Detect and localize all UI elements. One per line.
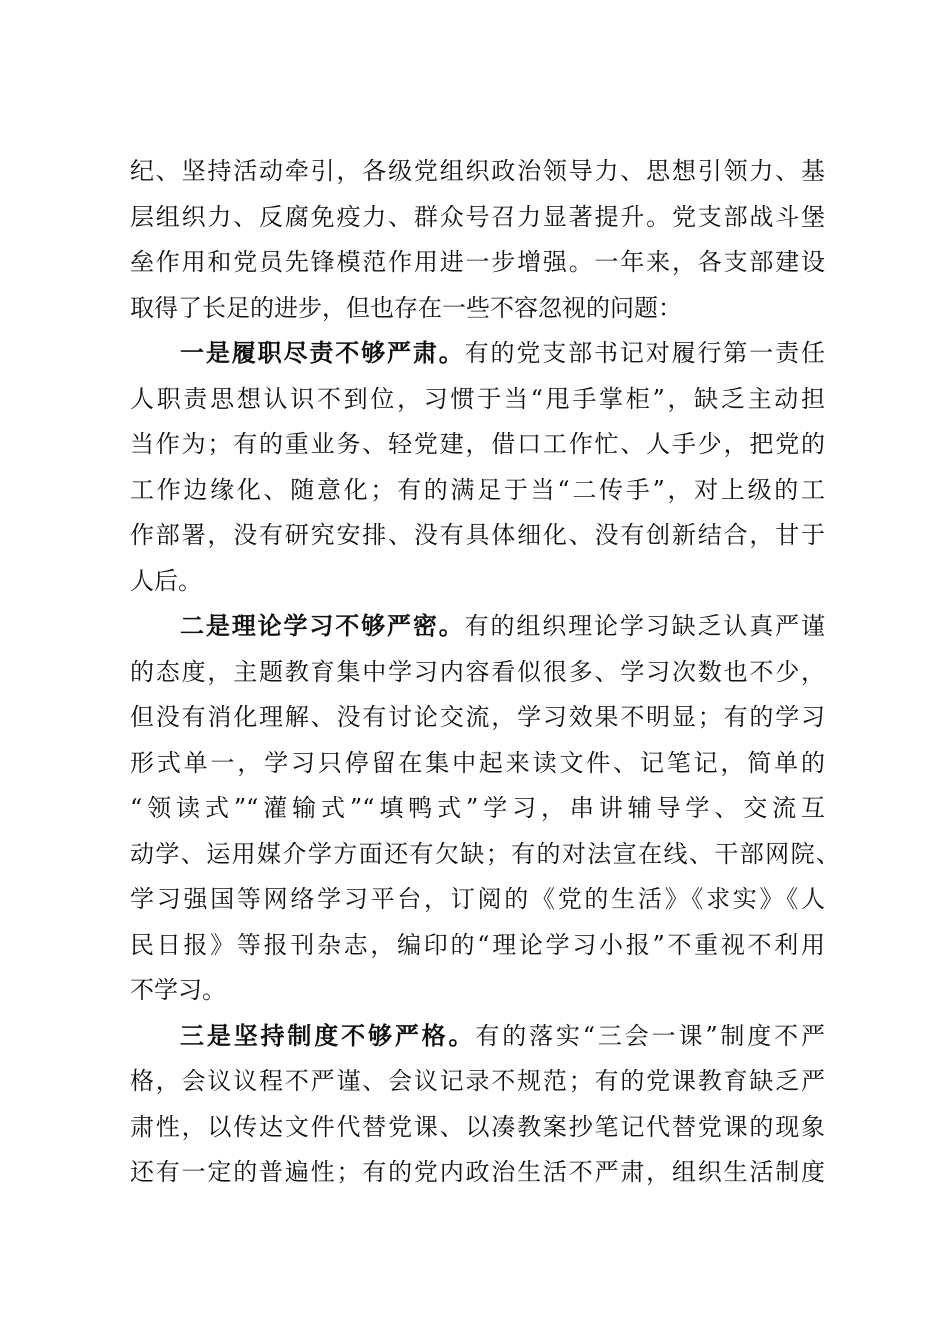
line-text: 有的组织理论学习缺乏认真严谨 (464, 612, 825, 640)
text-line (130, 923, 825, 969)
line-text: 形式单一，学习只停留在集中起来读文件、记笔记，简单的 (130, 748, 825, 777)
line-text: 动学、运用媒介学方面还有欠缺；有的对法宣在线、干部网院、 (130, 839, 840, 868)
paragraph (130, 1014, 825, 1196)
text-line (130, 695, 825, 741)
line-text: 学习强国等网络学习平台，订阅的《党的生活》《求实》《人 (130, 885, 825, 913)
document-page (130, 149, 840, 1196)
text-line (130, 786, 825, 832)
line-text: 人后。 (130, 566, 202, 595)
paragraph (130, 331, 825, 604)
line-text: 人职责思想认识不到位，习惯于当“甩手掌柜”，缺乏主动担 (130, 384, 825, 413)
text-line (130, 877, 825, 923)
text-line (130, 741, 825, 787)
text-line (130, 1014, 825, 1060)
text-line (130, 422, 825, 468)
line-text: 不学习。 (130, 976, 226, 1004)
line-text: 作部署，没有研究安排、没有具体细化、没有创新结合，甘于 (130, 521, 825, 549)
line-text: 垒作用和党员先锋模范作用进一步增强。一年来，各支部建设 (130, 248, 825, 276)
line-text: 民日报》等报刊杂志，编印的“理论学习小报”不重视不利用 (130, 930, 825, 959)
line-text: 的态度，主题教育集中学习内容看似很多、学习次数也不少， (130, 657, 825, 686)
line-text: 层组织力、反腐免疫力、群众号召力显著提升。党支部战斗堡 (130, 202, 825, 231)
text-line (130, 240, 825, 286)
text-line (130, 968, 825, 1014)
paragraph-heading: 三是坚持制度不够严格。 (180, 1021, 476, 1050)
text-line (130, 1059, 825, 1105)
paragraph-heading: 二是理论学习不够严密。 (180, 612, 465, 640)
line-text: 纪、坚持活动牵引，各级党组织政治领导力、思想引领力、基 (130, 157, 825, 185)
text-line (130, 559, 825, 605)
text-line (130, 149, 825, 195)
text-line (130, 1150, 825, 1196)
text-line (130, 650, 825, 696)
paragraph (130, 149, 825, 331)
text-line (130, 604, 825, 650)
line-text: 格，会议议程不严谨、会议记录不规范；有的党课教育缺乏严 (130, 1067, 825, 1095)
line-text: 工作边缘化、随意化；有的满足于当“二传手”，对上级的工 (130, 475, 825, 504)
line-text: 取得了长足的进步，但也存在一些不容忽视的问题： (130, 293, 682, 322)
text-line (130, 377, 825, 423)
paragraph-heading: 一是履职尽责不够严肃。 (180, 339, 465, 367)
line-text: 肃性，以传达文件代替党课、以凑教案抄笔记代替党课的现象 (130, 1112, 825, 1141)
paragraph (130, 604, 840, 1014)
text-line (130, 331, 825, 377)
line-text: 有的党支部书记对履行第一责任 (464, 339, 825, 367)
line-text: 还有一定的普遍性；有的党内政治生活不严肃，组织生活制度 (130, 1158, 825, 1186)
text-line (130, 1105, 825, 1151)
text-line (130, 513, 825, 559)
line-text: 有的落实“三会一课”制度不严 (475, 1021, 825, 1050)
text-line (130, 286, 825, 332)
text-line (130, 832, 840, 878)
text-line (130, 468, 825, 514)
line-text: 但没有消化理解、没有讨论交流，学习效果不明显；有的学习 (130, 703, 825, 731)
text-line (130, 195, 825, 241)
line-text: “领读式”“灌输式”“填鸭式”学习，串讲辅导学、交流互 (130, 794, 825, 822)
line-text: 当作为；有的重业务、轻党建，借口工作忙、人手少，把党的 (130, 430, 825, 458)
